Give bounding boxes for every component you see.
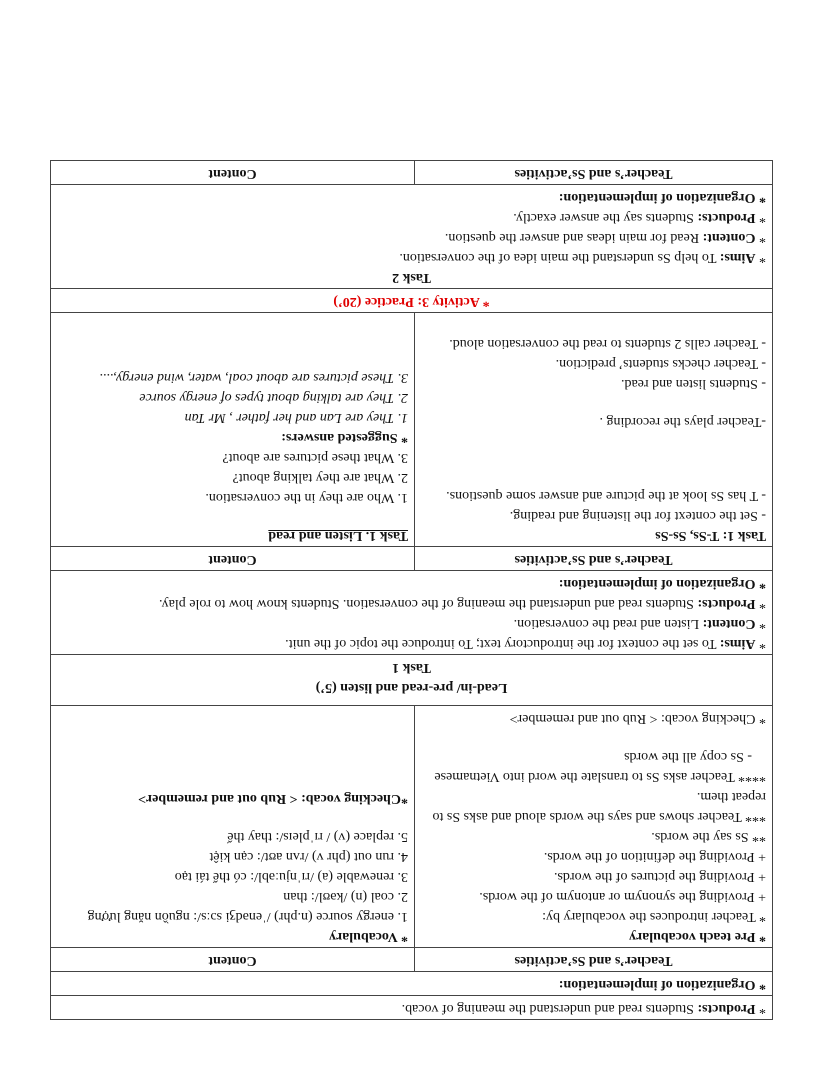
- header-activities: Teacher’s and Ss’activities: [415, 161, 773, 185]
- list-item: - Students listen and read.: [620, 376, 766, 391]
- products-row: * Products: Students read and understand the meaning of vocab.: [51, 996, 773, 1020]
- content-line: * Content: Listen and read the conversation.: [513, 616, 766, 631]
- table-header-row: [51, 161, 773, 185]
- content-cell: [51, 313, 415, 547]
- list-item: + Providing the synonym or antonym of the words.: [479, 889, 766, 904]
- activities-cell: [415, 313, 773, 547]
- organization-row: * Organization of implementation:: [51, 972, 773, 996]
- list-item: 2. They are talking about types of energy source: [139, 390, 408, 405]
- activity-title-row: [51, 289, 773, 313]
- content-cell: [51, 706, 415, 948]
- list-item: 3. These pictures are about coal, water, wind energy,....: [99, 370, 408, 385]
- products-text: Students read and understand the meaning of vocab.: [401, 1001, 694, 1016]
- header-content: Content: [51, 948, 415, 972]
- answers-heading: * Suggested answers:: [281, 430, 408, 445]
- list-item: 2. What are they talking about?: [232, 470, 408, 485]
- list-item: **** Teacher asks Ss to translate the word into Vietnamese: [434, 769, 766, 784]
- list-item: *** Teacher shows and says the words aloud and asks Ss to repeat them.: [432, 789, 766, 824]
- list-item: * Teacher introduces the vocabulary by:: [542, 909, 766, 924]
- task-title: Task 1: [392, 660, 431, 675]
- organization-line: * Organization of implementation:: [558, 576, 766, 591]
- header-activities: Teacher’s and Ss’activities: [415, 547, 773, 571]
- activity-title: * Activity 3: Practice (20’): [51, 289, 773, 313]
- list-item: - Teacher checks students’ prediction.: [555, 356, 766, 371]
- list-item: 2. coal (n) /kəʊl/: than: [283, 889, 408, 904]
- task-heading: Task 1: T-Ss, Ss-Ss: [655, 528, 766, 543]
- list-item: 5. replace (v) / rɪˈpleɪs/: thay thế: [227, 829, 408, 844]
- products-line: * Products: Students say the answer exactly.: [513, 210, 766, 225]
- organization-text: Organization of implementation:: [558, 977, 756, 992]
- task1-row: [51, 313, 773, 547]
- table-header-row: [51, 547, 773, 571]
- list-item: ** Ss say the words.: [651, 829, 766, 844]
- list-item: 1. energy source (n.phr) /ˈenədʒi sɔːs/: nguồn năng lượng: [87, 909, 408, 924]
- products-line: * Products: Students read and understand the meaning of the conversation. Students know how to role play.: [159, 596, 766, 611]
- list-item: + Providing the pictures of the words.: [553, 869, 766, 884]
- header-content: Content: [51, 161, 415, 185]
- list-item: 4. run out (phr v) /rʌn aʊt/: cạn kiệt: [209, 849, 408, 864]
- list-item: 1. They are Lan and her father , Mr Tan: [184, 410, 408, 425]
- list-item: - Ss copy all the words: [624, 749, 752, 764]
- section-title: Lead-in/ pre-read and listen (5’): [315, 680, 508, 695]
- lesson-plan-table: [50, 160, 773, 1020]
- list-item: + Providing the definition of the words.: [543, 849, 766, 864]
- list-item: * Vocabulary: [329, 929, 408, 944]
- task-heading: Task 1. Listen and read: [268, 528, 408, 543]
- header-activities: Teacher’s and Ss’activities: [415, 948, 773, 972]
- list-item: 3. What these pictures are about?: [222, 450, 408, 465]
- aims-line: * Aims: To set the context for the introductory text; To introduce the topic of the unit.: [285, 636, 766, 651]
- list-item: - Set the context for the listening and reading.: [509, 508, 766, 523]
- list-item: -Teacher plays the recording .: [599, 414, 766, 429]
- list-item: - Teacher calls 2 students to read the conversation aloud.: [449, 336, 766, 351]
- activities-cell: [415, 706, 773, 948]
- header-content: Content: [51, 547, 415, 571]
- aims-line: * Aims: To help Ss understand the main idea of the conversation.: [399, 250, 766, 265]
- list-item: * Checking vocab: < Rub out and remember>: [509, 711, 766, 726]
- list-item: * Pre teach vocabulary: [629, 929, 766, 944]
- list-item: 1. Who are they in the conversation.: [205, 490, 408, 505]
- list-item: 3. renewable (a) /rɪˈnjuːəbl/: có thể tái tạo: [174, 869, 408, 884]
- vocab-row: [51, 706, 773, 948]
- content-line: * Content: Read for main ideas and answer the question.: [444, 230, 766, 245]
- list-item: - T has Ss look at the picture and answer some questions.: [446, 488, 766, 503]
- objectives-row: [51, 185, 773, 289]
- table-header-row: [51, 948, 773, 972]
- section-title-row: [51, 655, 773, 706]
- organization-line: * Organization of implementation:: [558, 190, 766, 205]
- objectives-row: [51, 571, 773, 655]
- list-item: *Checking vocab: < Rub out and remember>: [137, 791, 408, 806]
- task-title: Task 2: [392, 270, 431, 285]
